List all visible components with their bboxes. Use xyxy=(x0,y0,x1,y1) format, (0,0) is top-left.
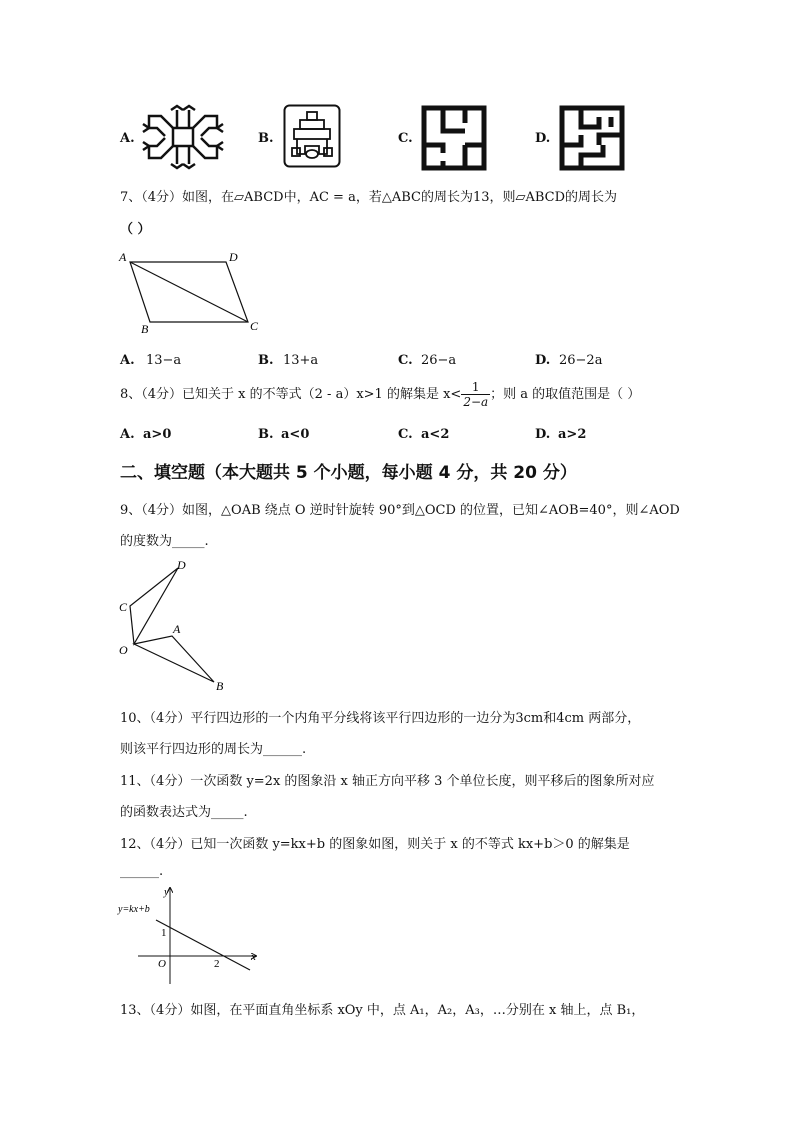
q12-label-origin: O xyxy=(158,958,166,970)
q6-option-b-label: B. xyxy=(258,131,274,146)
q13-stem-line1: 13、（4分）如图，在平面直角坐标系 xOy 中，点 A₁，A₂，A₃，…分别在 x 轴上，点 B₁， xyxy=(120,1003,645,1018)
q9-rotation-figure xyxy=(114,556,234,696)
q8-fraction-denominator: 2−a xyxy=(463,395,489,409)
q12-label-equation: y=kx+b xyxy=(118,904,150,915)
q8-option-b-label: B. xyxy=(258,427,274,442)
q12-label-one: 1 xyxy=(161,927,167,939)
q8-option-d-value: a>2 xyxy=(558,427,587,442)
q6-option-d-figure xyxy=(559,105,625,171)
q10-stem-line2: 则该平行四边形的周长为______. xyxy=(120,742,307,757)
q9-label-b: B xyxy=(216,679,224,693)
q9-stem-line1: 9、（4分）如图，△OAB 绕点 O 逆时针旋转 90°到△OCD 的位置，已知∠AOB=40°，则∠AOD xyxy=(120,503,680,518)
q7-option-d-value: 26−2a xyxy=(559,353,603,368)
q12-label-two: 2 xyxy=(214,958,220,970)
section-2-heading: 二、填空题（本大题共 5 个小题，每小题 4 分，共 20 分） xyxy=(120,463,577,483)
q7-option-b-label: B. xyxy=(258,353,274,368)
q7-option-a-label: A. xyxy=(120,353,135,368)
q9-label-a: A xyxy=(173,622,181,636)
q6-option-b-figure xyxy=(283,104,341,168)
q8-option-d-label: D. xyxy=(535,427,551,442)
q12-stem-line2: ______. xyxy=(120,864,164,879)
q7-parallelogram-figure xyxy=(118,246,268,336)
q7-stem-line1: 7、（4分）如图，在▱ABCD中，AC = a，若△ABC的周长为13，则▱ABCD的周长为 xyxy=(120,190,618,205)
q8-fraction-numerator: 1 xyxy=(461,380,490,395)
q7-option-c-label: C. xyxy=(398,353,413,368)
q7-answer-bracket: （ ） xyxy=(120,222,151,237)
q8-option-c-value: a<2 xyxy=(421,427,450,442)
q8-stem xyxy=(120,380,640,409)
q8-option-b-value: a<0 xyxy=(281,427,310,442)
q12-label-x: x xyxy=(251,951,256,963)
q7-label-c: C xyxy=(250,319,259,333)
q8-fraction xyxy=(461,380,490,409)
q6-option-a-label: A. xyxy=(120,131,135,146)
q8-option-a-label: A. xyxy=(120,427,135,442)
q12-stem-line1: 12、（4分）已知一次函数 y=kx+b 的图象如图，则关于 x 的不等式 kx+b＞0 的解集是 xyxy=(120,837,630,852)
q6-option-a-figure xyxy=(141,104,225,170)
q7-option-c-value: 26−a xyxy=(421,353,457,368)
q7-option-d-label: D. xyxy=(535,353,551,368)
q7-option-a-value: 13−a xyxy=(146,353,182,368)
q11-stem-line1: 11、（4分）一次函数 y=2x 的图象沿 x 轴正方向平移 3 个单位长度，则平移后的图象所对应 xyxy=(120,774,655,789)
q7-option-b-value: 13+a xyxy=(283,353,319,368)
q8-stem-prefix: 8、（4分）已知关于 x 的不等式（2 - a）x>1 的解集是 x< xyxy=(120,387,462,402)
q7-label-a: A xyxy=(119,250,127,264)
q9-label-c: C xyxy=(119,600,128,614)
q12-graph-figure xyxy=(116,884,266,988)
q10-stem-line1: 10、（4分）平行四边形的一个内角平分线将该平行四边形的一边分为3cm和4cm 两部分， xyxy=(120,711,641,726)
q7-label-b: B xyxy=(141,322,149,336)
q9-stem-line2: 的度数为_____. xyxy=(120,534,209,549)
q8-option-a-value: a>0 xyxy=(143,427,172,442)
q8-stem-suffix: ；则 a 的取值范围是（ ） xyxy=(490,387,641,402)
q11-stem-line2: 的函数表达式为_____. xyxy=(120,805,248,820)
q7-label-d: D xyxy=(229,250,238,264)
q6-option-c-label: C. xyxy=(398,131,413,146)
q6-option-c-figure xyxy=(421,105,487,171)
q12-label-y: y xyxy=(164,886,169,898)
q9-label-d: D xyxy=(177,558,186,572)
q6-option-d-label: D. xyxy=(535,131,551,146)
q8-option-c-label: C. xyxy=(398,427,413,442)
q9-label-o: O xyxy=(119,643,128,657)
